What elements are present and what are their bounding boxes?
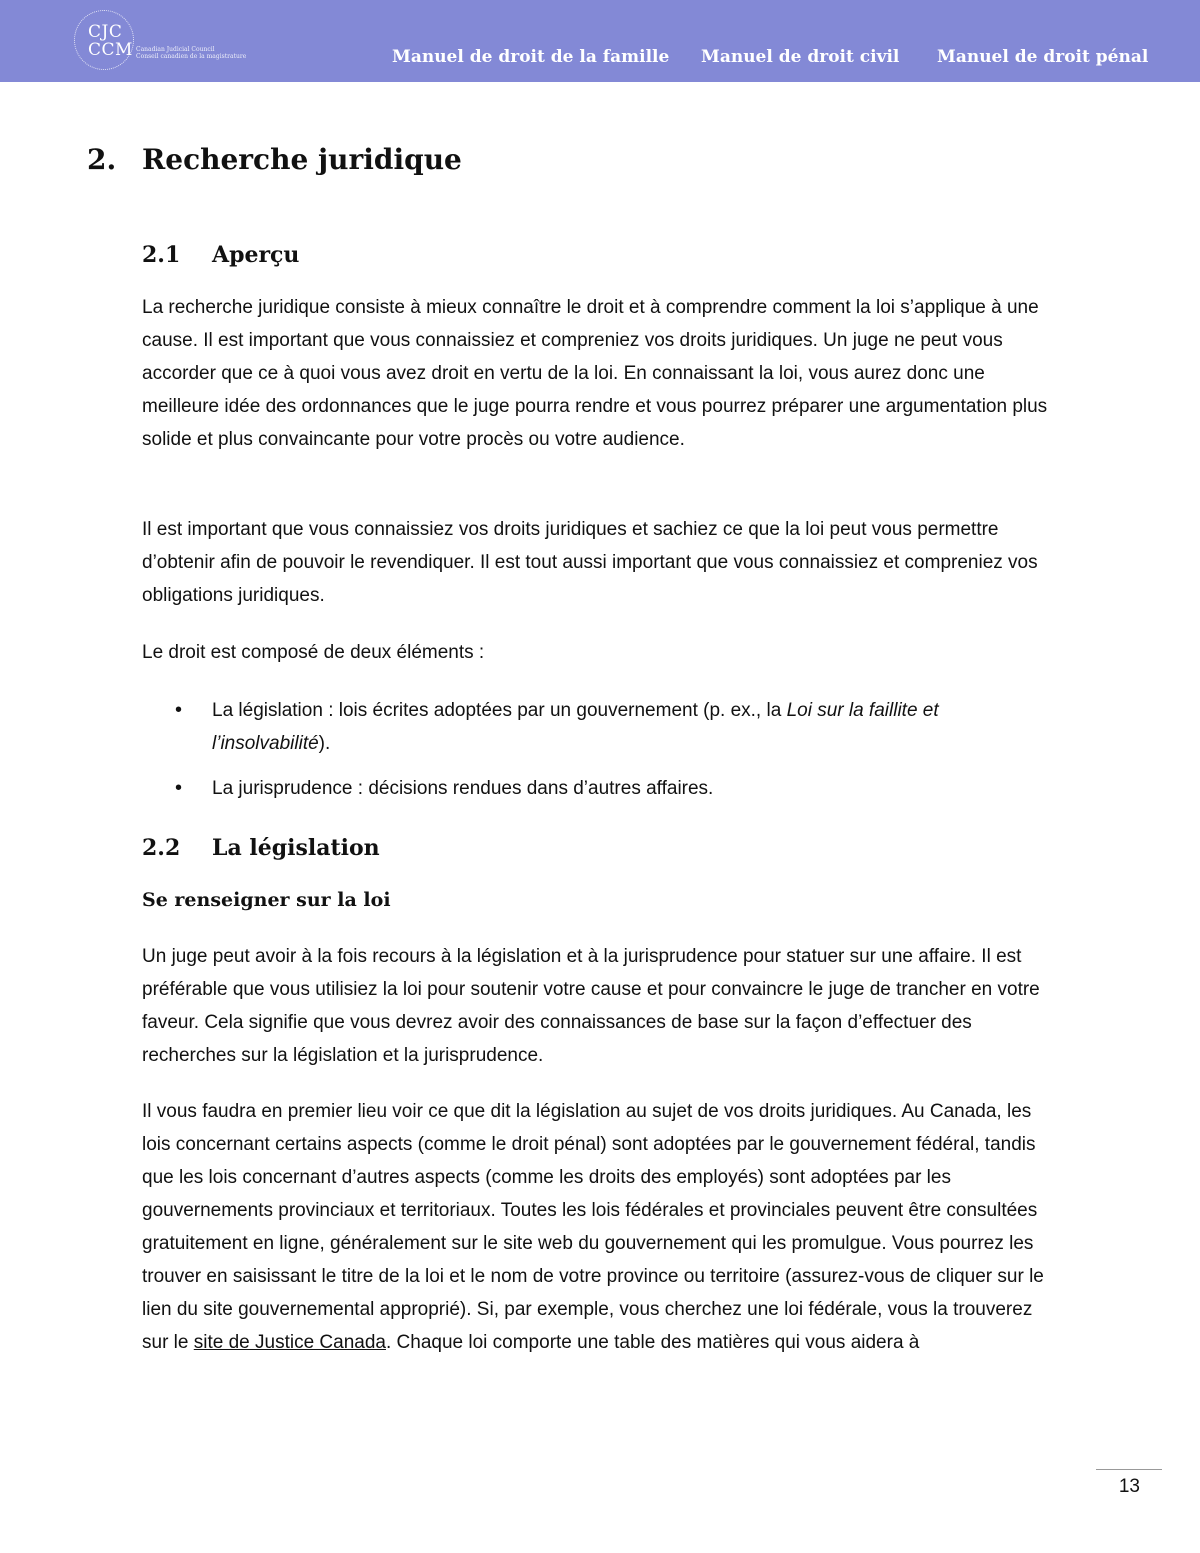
section-number: 2.	[87, 143, 117, 176]
paragraph-legislation-2	[142, 1095, 1062, 1359]
justice-canada-link[interactable]: site de Justice Canada	[193, 1332, 386, 1353]
paragraph-overview-2: Il est important que vous connaissiez vos droits juridiques et sachiez ce que la loi peut vous permettre d’obtenir afin de pouvoir le revendiquer. Il est tout aussi important que vous connaissiez et compreniez vos obligations juridiques.	[142, 519, 1038, 606]
bullet-icon: •	[175, 699, 183, 721]
paragraph-legislation-1: Un juge peut avoir à la fois recours à la législation et à la jurisprudence pour statuer sur une affaire. Il est préférable que vous utilisiez la loi pour soutenir votre cause et pour convaincre le juge de trancher en votre faveur. Cela signifie que vous devrez avoir des connaissances de base sur la façon d’effectuer des recherches sur la législation et la jurisprudence.	[142, 946, 1040, 1066]
paragraph-overview-1: La recherche juridique consiste à mieux connaître le droit et à comprendre comment la loi s’applique à une cause. Il est important que vous connaissiez et compreniez vos droits juridiques. Un juge ne peut vous accorder que ce à quoi vous avez droit en vertu de la loi. En connaissant la loi, vous aurez donc une meilleure idée des ordonnances que le juge pourra rendre et vous pourrez préparer une argumentation plus solide et plus convaincante pour votre procès ou votre audience.	[142, 297, 1048, 450]
subsection-number: 2.2	[142, 835, 181, 861]
subheading-learn-law: Se renseigner sur la loi	[142, 889, 391, 911]
law-elements-list	[142, 694, 1062, 805]
logo-subtitle-fr: Conseil canadien de la magistrature	[136, 53, 247, 60]
bullet-act-title: Loi sur la faillite et l’insolvabilité	[212, 700, 939, 754]
subsection-heading-2-2	[142, 833, 380, 863]
nav-civil-law-manual[interactable]: Manuel de droit civil	[701, 47, 900, 67]
subsection-heading-2-1	[142, 240, 299, 270]
nav-family-law-manual[interactable]: Manuel de droit de la famille	[392, 47, 670, 67]
cjc-ccm-logo[interactable]	[74, 10, 264, 70]
paragraph-text-end: . Chaque loi comporte une table des matières qui vous aidera à	[385, 1332, 920, 1353]
bullet-icon: •	[175, 777, 183, 799]
logo-ccm-text: CCM	[88, 40, 133, 60]
subsection-title: La législation	[212, 835, 380, 861]
paragraph-overview-3: Le droit est composé de deux éléments :	[142, 642, 485, 663]
footer-divider	[1096, 1469, 1162, 1470]
page-number: 13	[1118, 1476, 1140, 1497]
bullet-text: La législation : lois écrites adoptées par un gouvernement (p. ex., la	[212, 700, 787, 721]
bullet-text: La jurisprudence : décisions rendues dans d’autres affaires.	[212, 778, 714, 799]
list-item	[142, 694, 1062, 760]
logo-cjc-text: CJC	[88, 22, 123, 42]
subsection-title: Aperçu	[212, 242, 300, 268]
paragraph-text: Il vous faudra en premier lieu voir ce que dit la législation au sujet de vos droits juridiques. Au Canada, les lois concernant certains aspects (comme le droit pénal) sont adoptées par le gouvernement fédéral, tandis que les lois concernant d’autres aspects (comme les droits des employés) sont adoptées par les gouvernements provinciaux et territoriaux. Toutes les lois fédérales et provinciales peuvent être consultées gratuitement en ligne, généralement sur le site web du gouvernement qui les promulgue. Vous pourrez les trouver en saisissant le titre de la loi et le nom de votre province ou territoire (assurez-vous de cliquer sur le lien du site gouvernemental approprié). Si, par exemple, vous cherchez une loi fédérale, vous la trouverez sur le	[142, 1101, 1044, 1353]
list-item	[142, 772, 1062, 805]
logo-subtitle-en: Canadian Judicial Council	[136, 46, 215, 53]
section-heading	[87, 140, 462, 180]
section-title: Recherche juridique	[142, 143, 462, 176]
subsection-number: 2.1	[142, 242, 181, 268]
top-banner	[0, 0, 1200, 82]
nav-criminal-law-manual[interactable]: Manuel de droit pénal	[937, 47, 1149, 67]
bullet-text-end: ).	[318, 733, 331, 754]
